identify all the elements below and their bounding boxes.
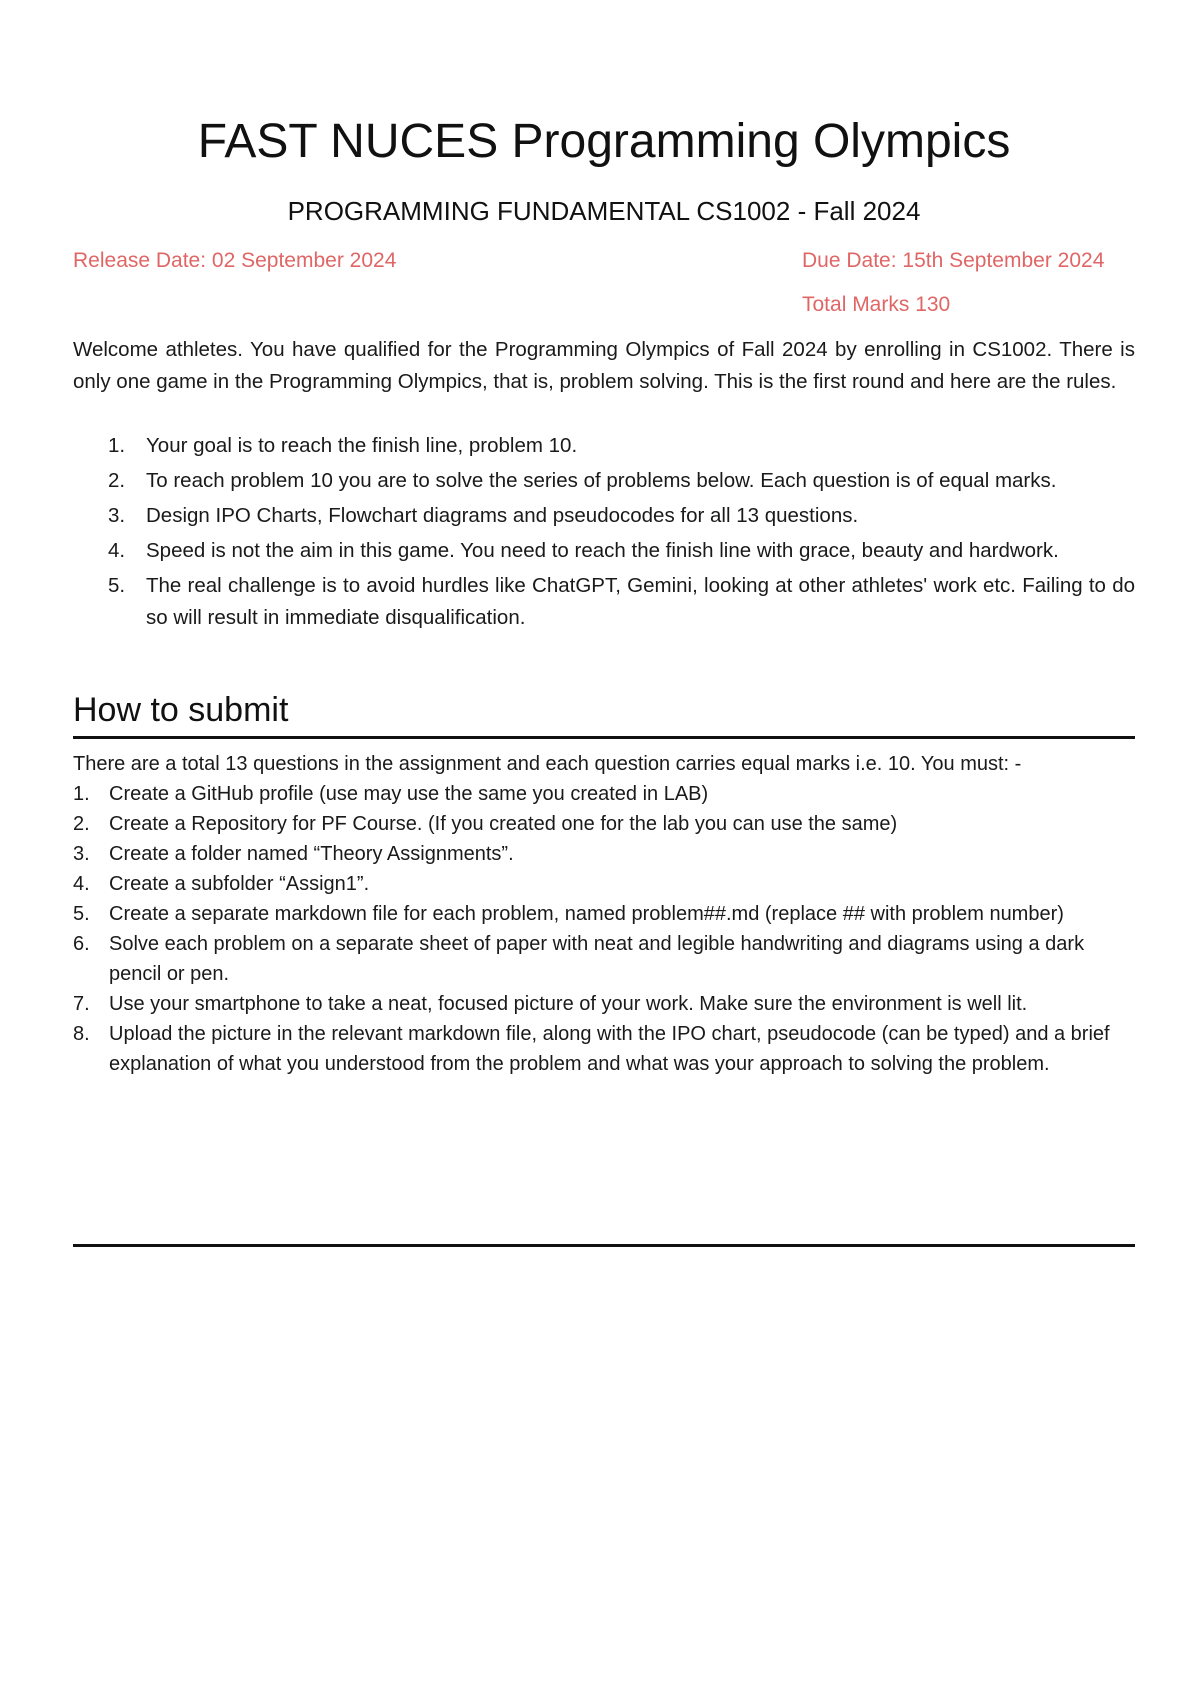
list-number: 3. <box>73 843 90 865</box>
list-item-text: To reach problem 10 you are to solve the series of problems below. Each question is of equal marks. <box>146 469 1057 492</box>
list-item-text: Use your smartphone to take a neat, focused picture of your work. Make sure the environment is well lit. <box>109 993 1028 1015</box>
list-item <box>73 839 1135 869</box>
list-item <box>73 899 1135 929</box>
list-item-text: Create a separate markdown file for each problem, named problem##.md (replace ## with problem number) <box>109 903 1064 925</box>
list-item <box>73 779 1135 809</box>
document-title: FAST NUCES Programming Olympics <box>197 115 1011 168</box>
list-item <box>73 809 1135 839</box>
due-date: Due Date: 15th September 2024 <box>802 249 1105 272</box>
list-number: 4. <box>73 873 90 895</box>
list-number: 2. <box>108 469 126 492</box>
list-item-text: Create a subfolder “Assign1”. <box>109 873 370 895</box>
list-item <box>73 570 1135 634</box>
release-date: Release Date: 02 September 2024 <box>73 249 397 272</box>
list-number: 6. <box>73 933 90 955</box>
list-item <box>73 929 1135 989</box>
rules-list <box>73 430 1135 637</box>
list-item-text: Your goal is to reach the finish line, problem 10. <box>146 434 578 457</box>
total-marks: Total Marks 130 <box>802 293 951 316</box>
list-item-text: The real challenge is to avoid hurdles like ChatGPT, Gemini, looking at other athletes' work etc. Failing to do so will result in immediate disqualification. <box>146 574 1135 629</box>
divider <box>73 1244 1135 1247</box>
list-item-text: Solve each problem on a separate sheet of paper with neat and legible handwriting and diagrams using a dark pencil or pen. <box>109 933 1085 985</box>
list-item-text: Create a GitHub profile (use may use the same you created in LAB) <box>109 783 709 805</box>
list-number: 8. <box>73 1023 90 1045</box>
list-item <box>73 989 1135 1019</box>
course-subtitle: PROGRAMMING FUNDAMENTAL CS1002 - Fall 2024 <box>287 196 921 226</box>
list-item-text: Upload the picture in the relevant markdown file, along with the IPO chart, pseudocode (can be typed) and a brief explanation of what you understood from the problem and what was your approach to solving the problem. <box>109 1023 1110 1075</box>
list-item <box>73 430 1135 462</box>
list-number: 3. <box>108 504 126 527</box>
list-item <box>73 535 1135 567</box>
list-item <box>73 500 1135 532</box>
list-item <box>73 465 1135 497</box>
list-item-text: Speed is not the aim in this game. You need to reach the finish line with grace, beauty and hardwork. <box>146 539 1059 562</box>
list-number: 5. <box>73 903 90 925</box>
list-item-text: Create a Repository for PF Course. (If you created one for the lab you can use the same) <box>109 813 898 835</box>
list-number: 7. <box>73 993 90 1015</box>
list-item <box>73 869 1135 899</box>
list-item-text: Create a folder named “Theory Assignments”. <box>109 843 514 865</box>
list-item <box>73 1019 1135 1079</box>
list-number: 1. <box>73 783 90 805</box>
list-number: 1. <box>108 434 126 457</box>
submit-intro: There are a total 13 questions in the assignment and each question carries equal marks i.e. 10. You must: - <box>73 753 1022 775</box>
intro-paragraph: Welcome athletes. You have qualified for the Programming Olympics of Fall 2024 by enrolling in CS1002. There is only one game in the Programming Olympics, that is, problem solving. This is the first round and here are the rules. <box>73 338 1135 393</box>
list-number: 5. <box>108 574 126 597</box>
section-heading-how-to-submit: How to submit <box>73 691 289 729</box>
list-number: 2. <box>73 813 90 835</box>
divider <box>73 736 1135 739</box>
submit-steps-list <box>73 779 1135 1079</box>
list-item-text: Design IPO Charts, Flowchart diagrams and pseudocodes for all 13 questions. <box>146 504 859 527</box>
list-number: 4. <box>108 539 126 562</box>
